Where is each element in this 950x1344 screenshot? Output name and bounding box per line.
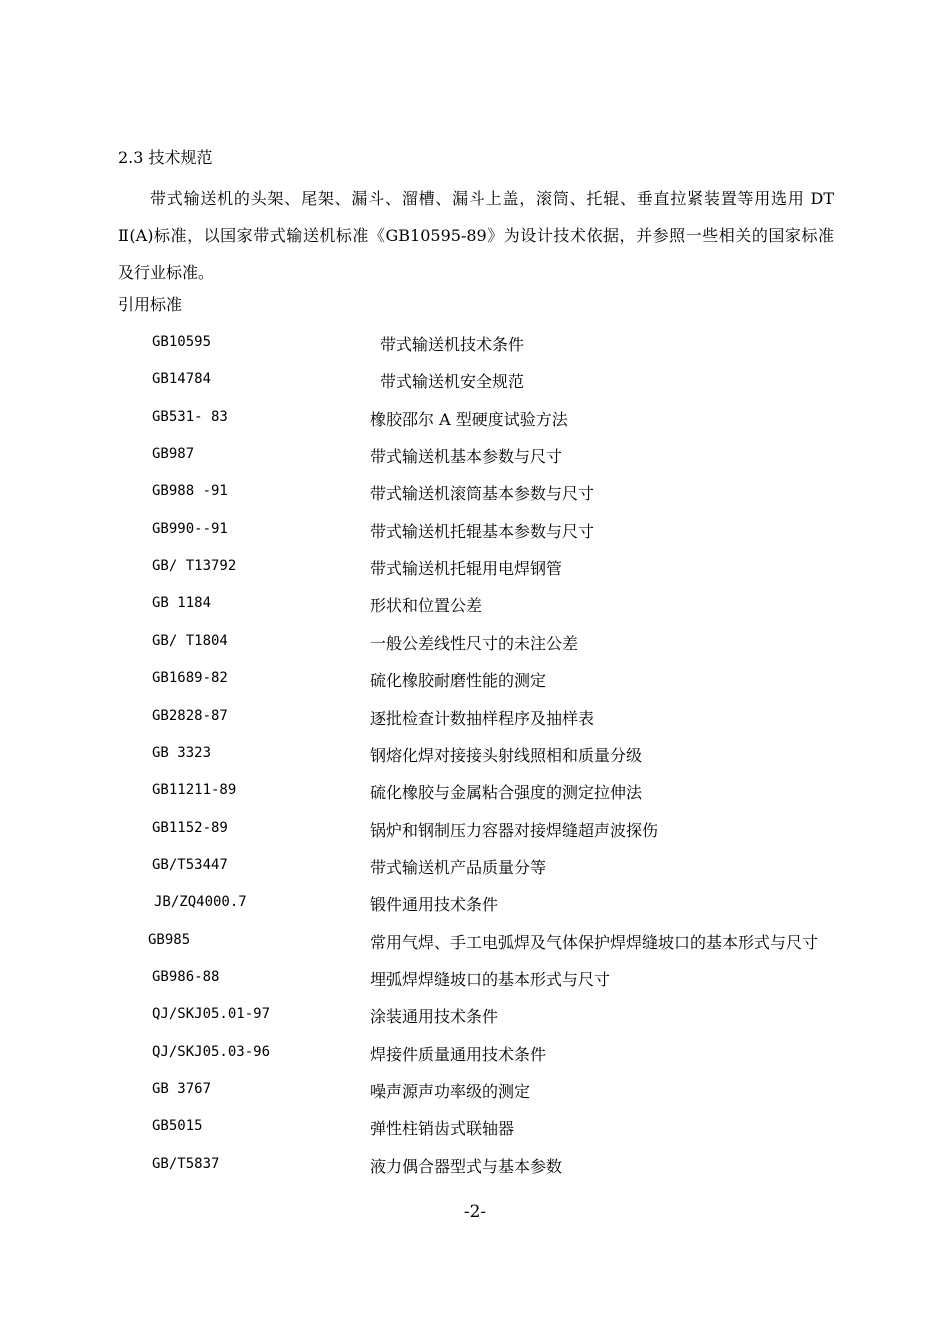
standard-name: 噪声源声功率级的测定 (370, 1082, 531, 1101)
standard-code: GB531- 83 (152, 409, 228, 425)
references-heading: 引用标准 (118, 295, 183, 314)
standard-code: GB/ T1804 (152, 633, 228, 649)
standard-code: GB11211-89 (152, 782, 237, 798)
page-number: -2- (463, 1202, 487, 1222)
standard-name: 硫化橡胶耐磨性能的测定 (370, 671, 547, 690)
standard-name: 埋弧焊焊缝坡口的基本形式与尺寸 (370, 970, 611, 989)
standard-code: GB 3323 (152, 745, 212, 761)
standard-code: GB/ T13792 (152, 558, 237, 574)
standard-code: GB2828-87 (152, 708, 228, 724)
standard-name: 锅炉和钢制压力容器对接焊缝超声波探伤 (370, 821, 659, 840)
paragraph-line-2: Ⅱ(A)标准，以国家带式输送机标准《GB10595-89》为设计技术依据，并参照一些相关的国家标准 (118, 226, 834, 245)
standard-name: 硫化橡胶与金属粘合强度的测定拉伸法 (370, 783, 643, 802)
standard-code: GB14784 (152, 371, 212, 387)
standard-name: 一般公差线性尺寸的未注公差 (370, 634, 579, 653)
standard-code: GB987 (152, 446, 195, 462)
standard-code: GB10595 (152, 334, 212, 350)
standard-code: GB985 (148, 932, 191, 948)
standard-name: 弹性柱销齿式联轴器 (370, 1119, 515, 1138)
standard-name: 涂装通用技术条件 (370, 1007, 499, 1026)
standard-name: 逐批检查计数抽样程序及抽样表 (370, 709, 595, 728)
standard-code: QJ/SKJ05.03-96 (152, 1044, 271, 1060)
standard-code: GB 3767 (152, 1081, 212, 1097)
standard-name: 带式输送机滚筒基本参数与尺寸 (370, 484, 595, 503)
standard-name: 锻件通用技术条件 (370, 895, 499, 914)
standard-code: GB/T53447 (152, 857, 228, 873)
standard-name: 带式输送机基本参数与尺寸 (370, 447, 563, 466)
paragraph-line-3: 及行业标准。 (118, 263, 215, 282)
standard-code: JB/ZQ4000.7 (154, 894, 247, 910)
standard-name: 带式输送机安全规范 (380, 372, 525, 391)
standard-name: 焊接件质量通用技术条件 (370, 1045, 547, 1064)
paragraph-line-1: 带式输送机的头架、尾架、漏斗、溜槽、漏斗上盖，滚筒、托辊、垂直拉紧装置等用选用 DT (150, 189, 834, 208)
standard-code: GB 1184 (152, 595, 212, 611)
standard-name: 带式输送机技术条件 (380, 335, 525, 354)
standard-name: 橡胶邵尔 A 型硬度试验方法 (370, 410, 568, 429)
standard-name: 常用气焊、手工电弧焊及气体保护焊焊缝坡口的基本形式与尺寸 (370, 933, 819, 952)
standard-code: GB986-88 (152, 969, 220, 985)
standard-name: 带式输送机托辊基本参数与尺寸 (370, 522, 595, 541)
standard-name: 形状和位置公差 (370, 596, 483, 615)
intro-paragraph (118, 180, 834, 291)
section-heading: 2.3 技术规范 (118, 148, 213, 167)
standard-name: 钢熔化焊对接接头射线照相和质量分级 (370, 746, 643, 765)
standard-name: 带式输送机托辊用电焊钢管 (370, 559, 563, 578)
standard-code: GB1689-82 (152, 670, 228, 686)
standard-name: 液力偶合器型式与基本参数 (370, 1157, 563, 1176)
standard-code: GB1152-89 (152, 820, 228, 836)
standard-code: QJ/SKJ05.01-97 (152, 1006, 271, 1022)
standard-code: GB5015 (152, 1118, 203, 1134)
standard-code: GB/T5837 (152, 1156, 220, 1172)
standard-code: GB988 -91 (152, 483, 228, 499)
standard-name: 带式输送机产品质量分等 (370, 858, 547, 877)
standard-code: GB990--91 (152, 521, 228, 537)
